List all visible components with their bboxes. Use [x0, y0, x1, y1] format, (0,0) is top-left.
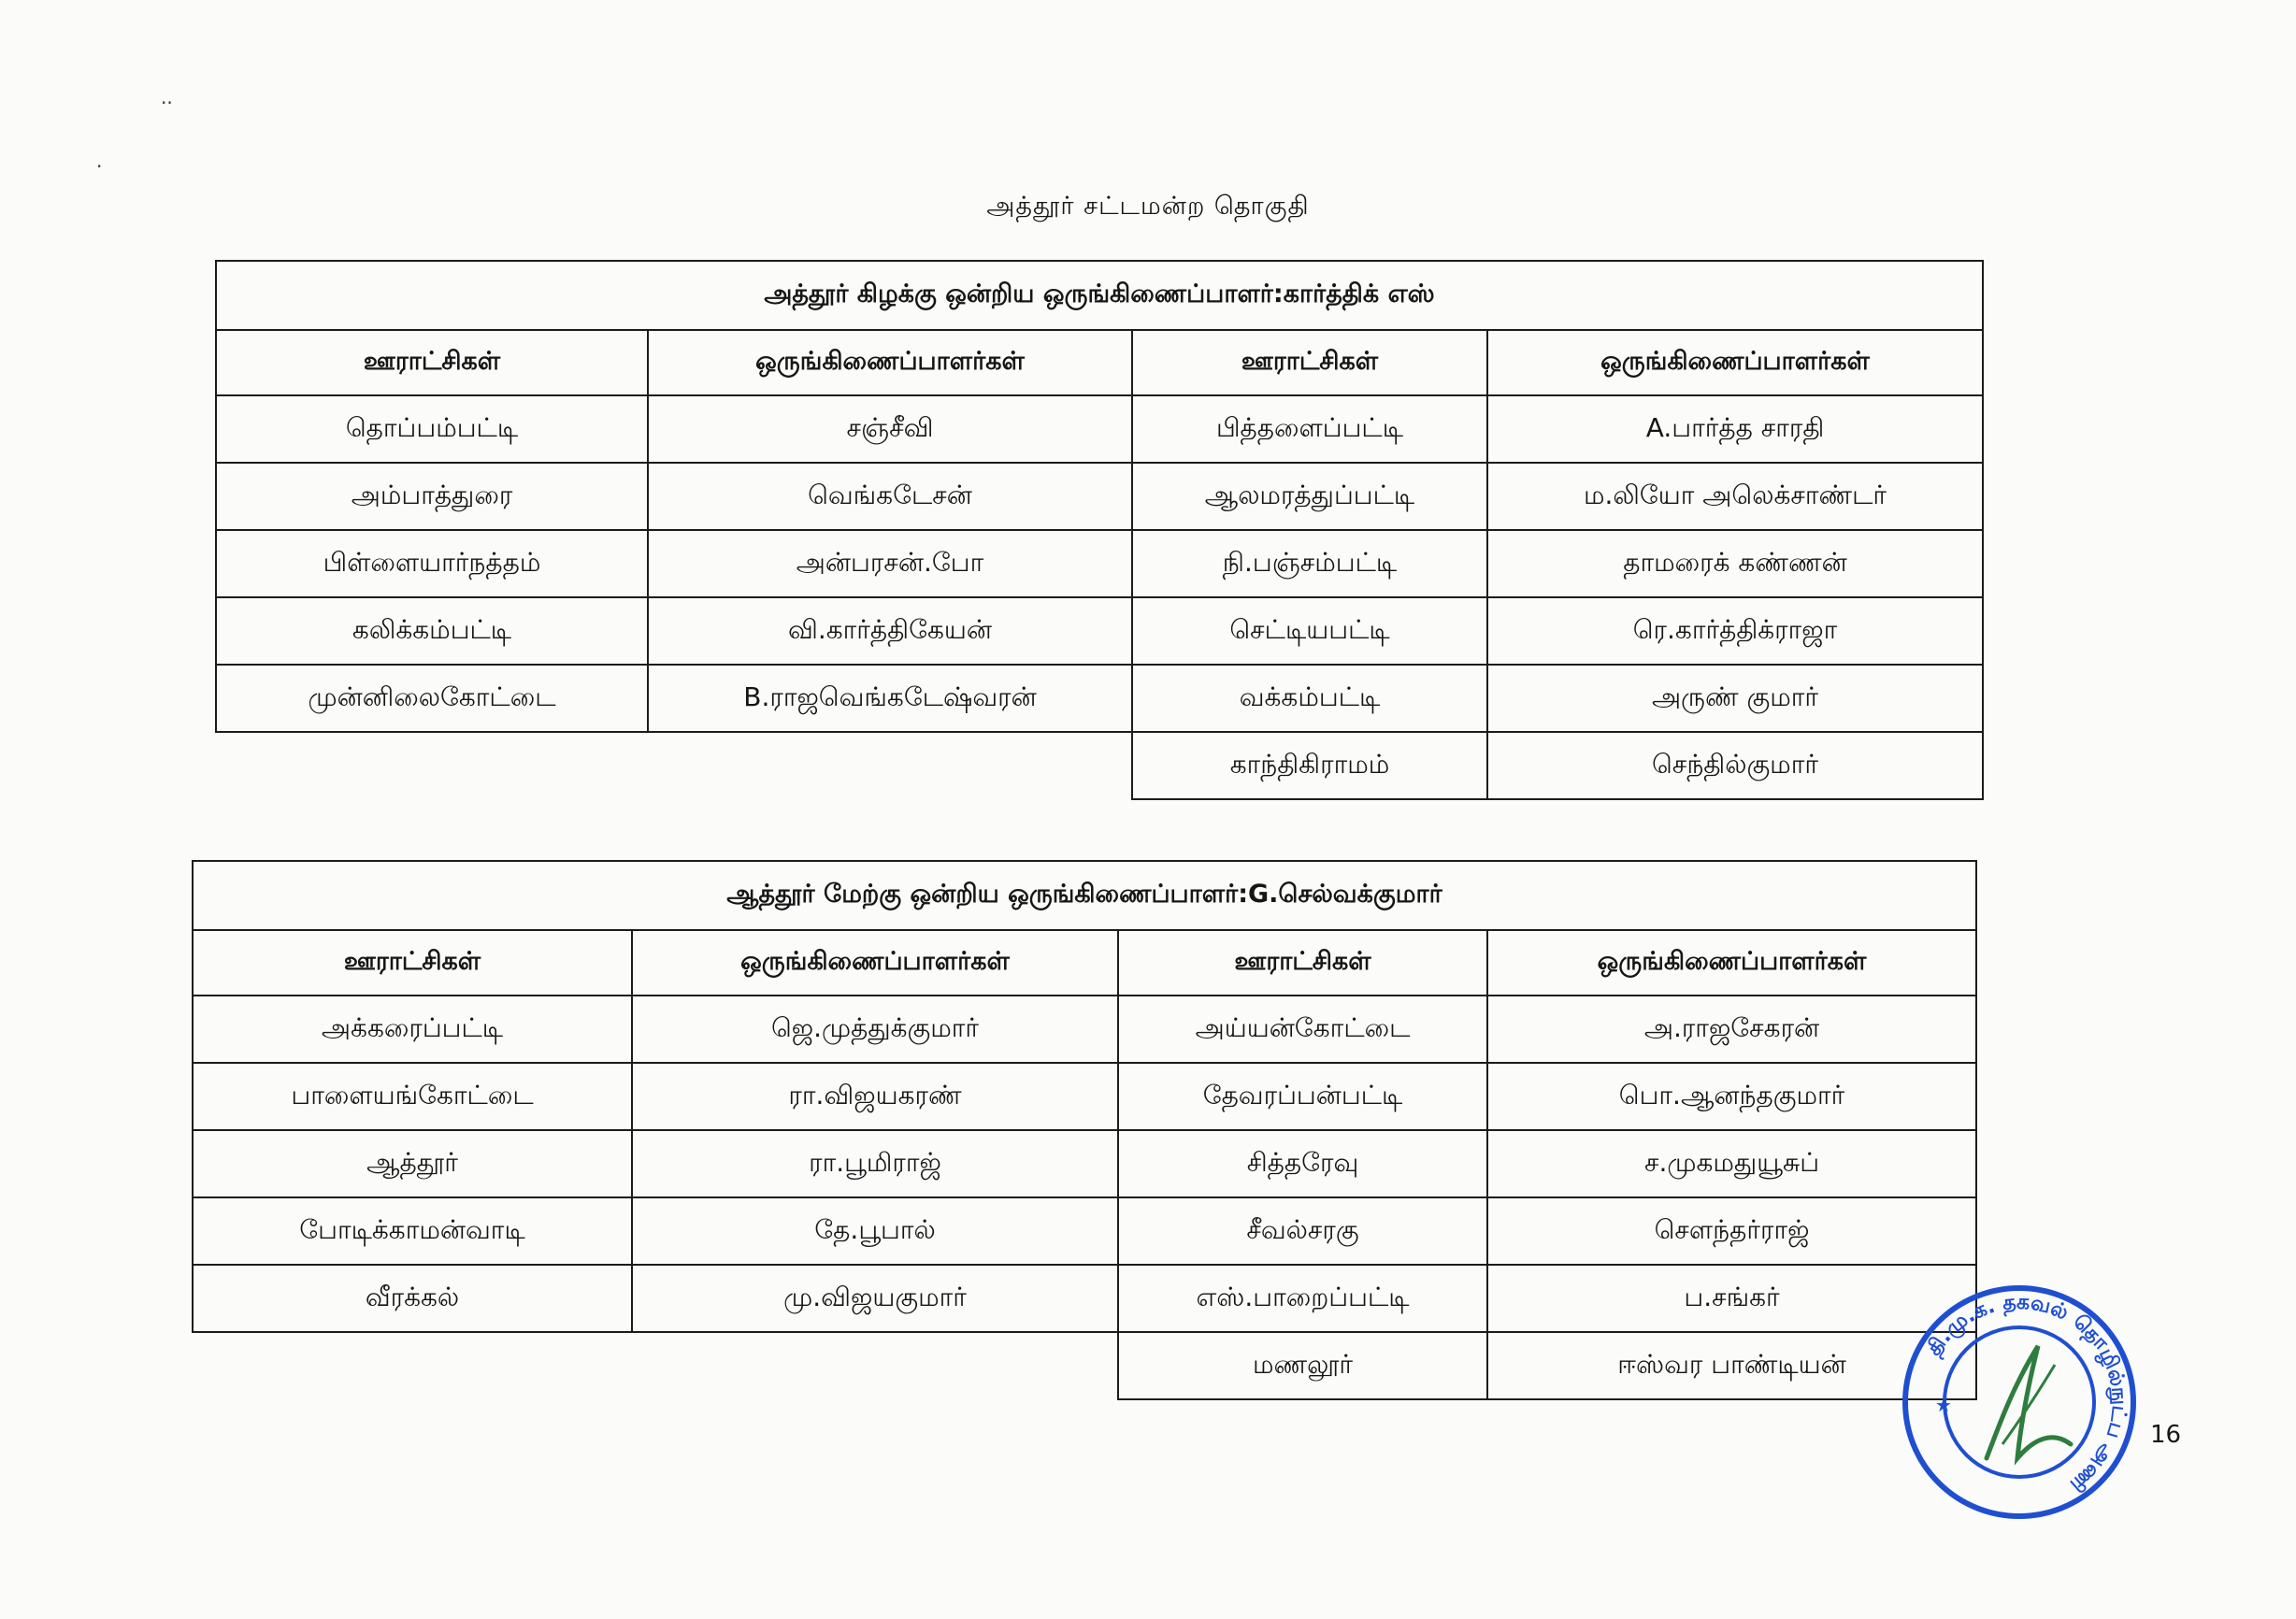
table-cell: ரா.விஜயகரண்: [632, 1063, 1118, 1130]
table-cell: அருண் குமார்: [1487, 665, 1983, 732]
table-cell: அக்கரைப்பட்டி: [193, 996, 632, 1063]
organization-seal: [1898, 1281, 2141, 1524]
table-banner: ஆத்தூர் மேற்கு ஒன்றிய ஒருங்கிணைப்பாளர்:G.செல்வக்குமார்: [193, 861, 1976, 930]
table-cell: ம.லியோ அலெக்சாண்டர்: [1487, 463, 1983, 530]
table-cell: கலிக்கம்பட்டி: [216, 597, 648, 665]
table-cell: அ.ராஜசேகரன்: [1487, 996, 1976, 1063]
table-cell: தாமரைக் கண்ணன்: [1487, 530, 1983, 597]
table-row: [216, 665, 1983, 732]
table-cell: செந்தில்குமார்: [1487, 732, 1983, 799]
signature-mark: [1987, 1346, 2071, 1458]
table-row: [193, 1063, 1976, 1130]
table-cell: சஞ்சீவி: [648, 395, 1132, 463]
table-east-union: [215, 260, 1982, 800]
table-cell: வி.கார்த்திகேயன்: [648, 597, 1132, 665]
table-cell: ப.சங்கர்: [1487, 1265, 1976, 1332]
table-cell: சீவல்சரகு: [1118, 1197, 1487, 1265]
column-header: ஊராட்சிகள்: [1132, 330, 1487, 395]
table-cell: காந்திகிராமம்: [1132, 732, 1487, 799]
table-cell: தொப்பம்பட்டி: [216, 395, 648, 463]
table-cell: எஸ்.பாறைப்பட்டி: [1118, 1265, 1487, 1332]
table-cell: பாளையங்கோட்டை: [193, 1063, 632, 1130]
table-row: [216, 597, 1983, 665]
table-row: [193, 1130, 1976, 1197]
column-header: ஒருங்கிணைப்பாளர்கள்: [648, 330, 1132, 395]
table-row: [193, 996, 1976, 1063]
table-cell: நி.பஞ்சம்பட்டி: [1132, 530, 1487, 597]
table-row: [193, 1332, 1976, 1399]
table-cell: தேவரப்பன்பட்டி: [1118, 1063, 1487, 1130]
table-cell: வீரக்கல்: [193, 1265, 632, 1332]
empty-cell: [193, 1332, 1118, 1399]
table-cell: ஆத்தூர்: [193, 1130, 632, 1197]
table-cell: மு.விஜயகுமார்: [632, 1265, 1118, 1332]
column-header: ஒருங்கிணைப்பாளர்கள்: [1487, 930, 1976, 996]
table-row: [216, 463, 1983, 530]
speck-marks: ..: [161, 86, 173, 108]
table-cell: சித்தரேவு: [1118, 1130, 1487, 1197]
table-row: [216, 732, 1983, 799]
table-cell: மணலூர்: [1118, 1332, 1487, 1399]
empty-cell: [216, 732, 1132, 799]
table-row: [216, 530, 1983, 597]
table-row: [193, 1265, 1976, 1332]
svg-text:★: ★: [1935, 1394, 1952, 1416]
table-cell: B.ராஜவெங்கடேஷ்வரன்: [648, 665, 1132, 732]
table-cell: முன்னிலைகோட்டை: [216, 665, 648, 732]
table-banner: அத்தூர் கிழக்கு ஒன்றிய ஒருங்கிணைப்பாளர்:கார்த்திக் எஸ்: [216, 261, 1983, 330]
table-cell: செட்டியபட்டி: [1132, 597, 1487, 665]
table-row: [193, 1197, 1976, 1265]
table-cell: ஆலமரத்துப்பட்டி: [1132, 463, 1487, 530]
table-cell: ரெ.கார்த்திக்ராஜா: [1487, 597, 1983, 665]
table-cell: சௌந்தர்ராஜ்: [1487, 1197, 1976, 1265]
table-cell: பொ.ஆனந்தகுமார்: [1487, 1063, 1976, 1130]
table-cell: ஈஸ்வர பாண்டியன்: [1487, 1332, 1976, 1399]
page-number: 16: [2150, 1421, 2182, 1449]
table-cell: ச.முகமதுயூசுப்: [1487, 1130, 1976, 1197]
page-title: அத்தூர் சட்டமன்ற தொகுதி: [986, 192, 1310, 221]
column-header: ஒருங்கிணைப்பாளர்கள்: [632, 930, 1118, 996]
table-cell: அன்பரசன்.போ: [648, 530, 1132, 597]
table-cell: அம்பாத்துரை: [216, 463, 648, 530]
column-header: ஒருங்கிணைப்பாளர்கள்: [1487, 330, 1983, 395]
table-cell: போடிக்காமன்வாடி: [193, 1197, 632, 1265]
table-cell: அய்யன்கோட்டை: [1118, 996, 1487, 1063]
table-cell: வக்கம்பட்டி: [1132, 665, 1487, 732]
table-cell: தே.பூபால்: [632, 1197, 1118, 1265]
column-header: ஊராட்சிகள்: [1118, 930, 1487, 996]
table-cell: பிள்ளையார்நத்தம்: [216, 530, 648, 597]
table-west-union: [192, 860, 1975, 1400]
column-header: ஊராட்சிகள்: [216, 330, 648, 395]
speck-mark: .: [96, 150, 103, 172]
seal-text: தி.மு.க. தகவல் தொழில்நுட்ப அணி: [1922, 1290, 2131, 1497]
table-cell: பித்தளைப்பட்டி: [1132, 395, 1487, 463]
table-row: [216, 395, 1983, 463]
table-cell: ஜெ.முத்துக்குமார்: [632, 996, 1118, 1063]
table-cell: A.பார்த்த சாரதி: [1487, 395, 1983, 463]
column-header: ஊராட்சிகள்: [193, 930, 632, 996]
table-cell: ரா.பூமிராஜ்: [632, 1130, 1118, 1197]
table-cell: வெங்கடேசன்: [648, 463, 1132, 530]
